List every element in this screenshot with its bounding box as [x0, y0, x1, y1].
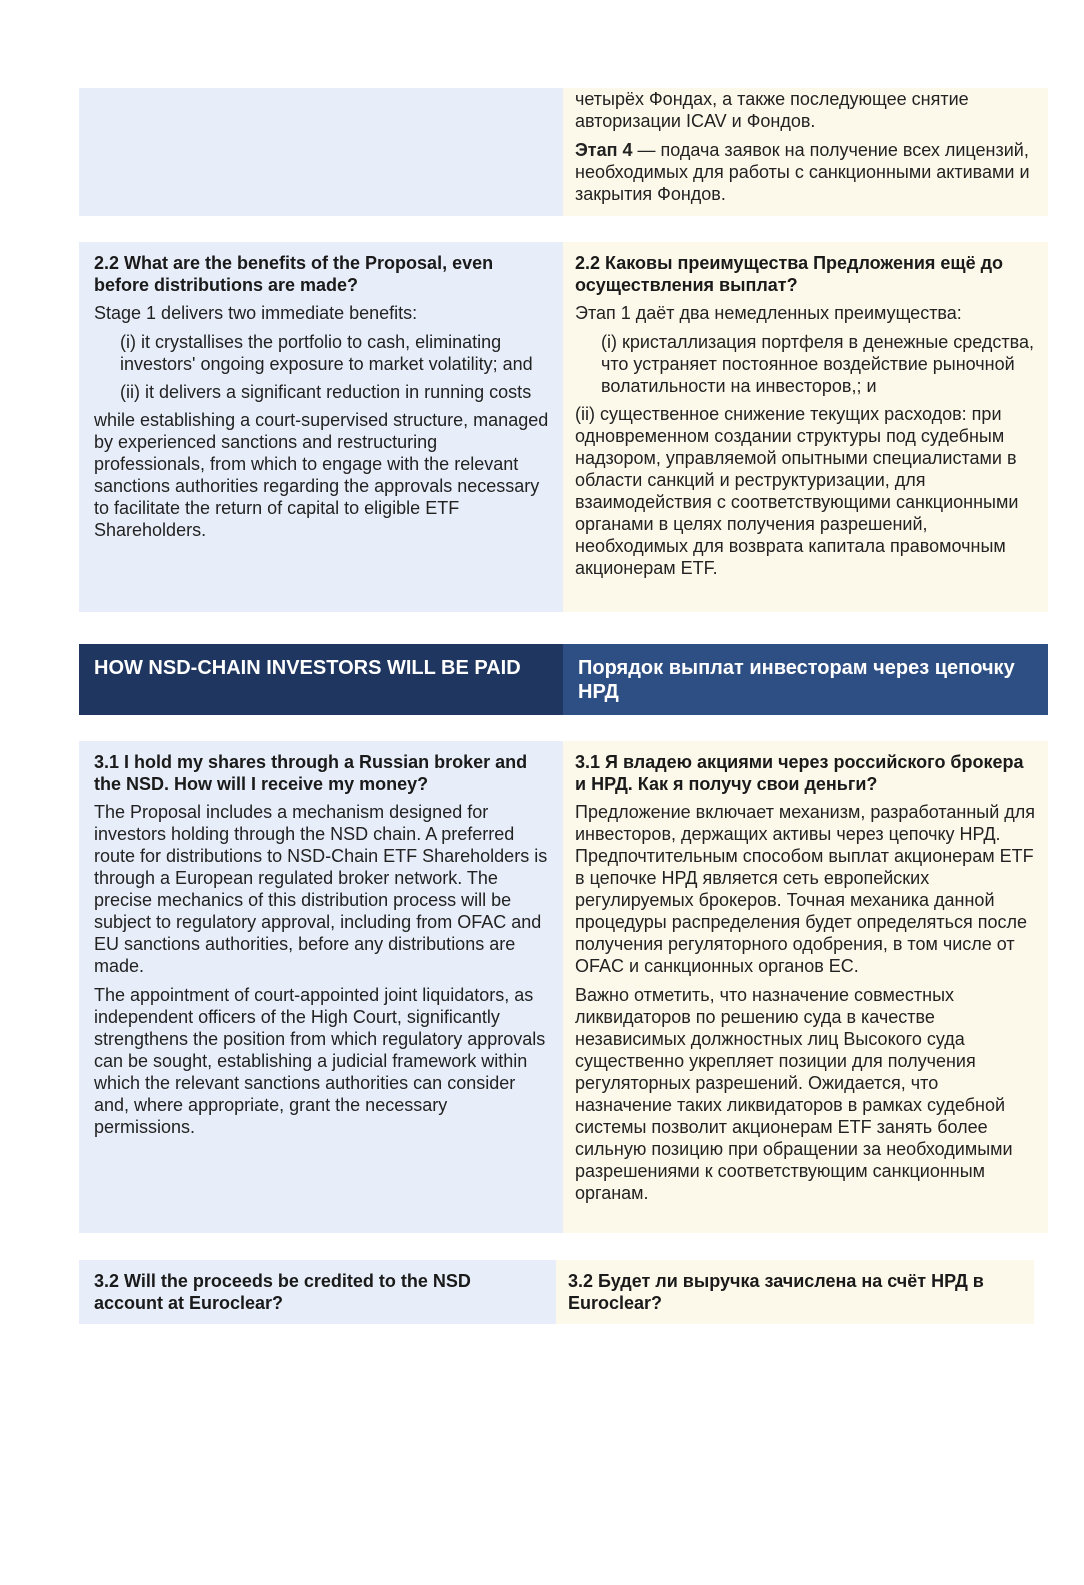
section-3-1-row: [79, 741, 1048, 1233]
banner-en-heading: HOW NSD-CHAIN INVESTORS WILL BE PAID: [94, 657, 521, 679]
section-3-1-en-cell: [79, 741, 563, 1233]
section-3-2-ru-question: 3.2 Будет ли выручка зачислена на счёт НРД в Euroclear?: [568, 1271, 984, 1313]
section-2-2-en-body: while establishing a court-supervised structure, managed by experienced sanctions and restructuring professionals, from which to engage with the relevant sanctions authorities regarding the approvals necessary to facilitate the return of capital to eligible ETF Shareholders.: [94, 410, 549, 540]
continued-ru-cell: [563, 88, 1048, 216]
section-2-2-ru-question: 2.2 Каковы преимущества Предложения ещё до осуществления выплат?: [575, 253, 1004, 295]
section-2-2-ru-item-1: (i) кристаллизация портфеля в денежные средства, что устраняет постоянное воздействие рыночной волатильности на инвесторов,; и: [601, 332, 1035, 396]
section-2-2-ru-body: (ii) существенное снижение текущих расходов: при одновременном создании структуры под судебным надзором, управляемой опытными специалистами в области санкций и реструктуризации, для взаимодействия с соответствующими санкционными органами в целях получения разрешений, необходимых для возврата капитала правомочным акционерам ETF.: [575, 404, 1019, 578]
section-3-1-en-paragraph-1: The Proposal includes a mechanism designed for investors holding through the NSD chain. A preferred route for distributions to NSD-Chain ETF Shareholders is through a European regulated broker network. The precise mechanics of this distribution process will be subject to regulatory approval, including from OFAC and EU sanctions authorities, before any distributions are made.: [94, 802, 548, 976]
section-banner: [79, 644, 1048, 715]
section-3-1-ru-paragraph-1: Предложение включает механизм, разработанный для инвесторов, держащих активы через цепочку НРД. Предпочтительным способом выплат акционерам ETF в цепочке НРД является сеть европейских регулируемых брокеров. Точная механика данной процедуры распределения будет определяться после получения регуляторного одобрения, в том числе от OFAC и санкционных органов ЕС.: [575, 802, 1036, 976]
continued-row: [79, 88, 1048, 216]
banner-ru-heading: Порядок выплат инвесторам через цепочку НРД: [563, 644, 1048, 715]
section-2-2-row: [79, 242, 1048, 612]
section-2-2-en-item-1: (i) it crystallises the portfolio to cash, eliminating investors' ongoing exposure to market volatility; and: [120, 332, 533, 374]
section-3-2-row: [79, 1260, 1034, 1324]
section-3-1-ru-question: 3.1 Я владею акциями через российского брокера и НРД. Как я получу свои деньги?: [575, 752, 1024, 794]
section-2-2-en-question: 2.2 What are the benefits of the Proposal, even before distributions are made?: [94, 253, 494, 295]
section-3-2-en-question: 3.2 Will the proceeds be credited to the NSD account at Euroclear?: [94, 1271, 471, 1313]
section-2-2-en-intro: Stage 1 delivers two immediate benefits:: [94, 303, 418, 323]
stage4-paragraph: [575, 139, 1036, 205]
section-3-2-en-cell: [79, 1260, 556, 1324]
section-3-2-ru-cell: [556, 1260, 1034, 1324]
section-2-2-ru-intro: Этап 1 даёт два немедленных преимущества:: [575, 303, 962, 323]
section-2-2-en-item-2: (ii) it delivers a significant reduction in running costs: [120, 382, 532, 402]
section-3-1-en-question: 3.1 I hold my shares through a Russian broker and the NSD. How will I receive my money?: [94, 752, 528, 794]
stage4-label: Этап 4: [575, 140, 633, 160]
section-3-1-en-paragraph-2: The appointment of court-appointed joint liquidators, as independent officers of the High Court, significantly strengthens the position from which regulatory approvals can be sought, establishing a judicial framework within which the relevant sanctions authorities can consider and, where appropriate, grant the necessary permissions.: [94, 985, 546, 1137]
continued-en-cell: [79, 88, 563, 216]
continued-ru-paragraph: четырёх Фондах, а также последующее снятие авторизации ICAV и Фондов.: [575, 89, 969, 131]
section-2-2-en-cell: [79, 242, 563, 612]
section-3-1-ru-paragraph-2: Важно отметить, что назначение совместных ликвидаторов по решению суда в качестве независимых должностных лиц Высокого суда существенно укрепляет позиции для получения регуляторных разрешений. Ожидается, что назначение таких ликвидаторов в рамках судебной системы позволит акционерам ETF занять более сильную позицию при обращении за необходимыми разрешениями к соответствующим санкционным органам.: [575, 985, 1013, 1203]
section-3-1-ru-cell: [563, 741, 1048, 1233]
section-2-2-ru-cell: [563, 242, 1048, 612]
stage4-text: — подача заявок на получение всех лицензий, необходимых для работы с санкционными активами и закрытия Фондов.: [575, 140, 1030, 204]
